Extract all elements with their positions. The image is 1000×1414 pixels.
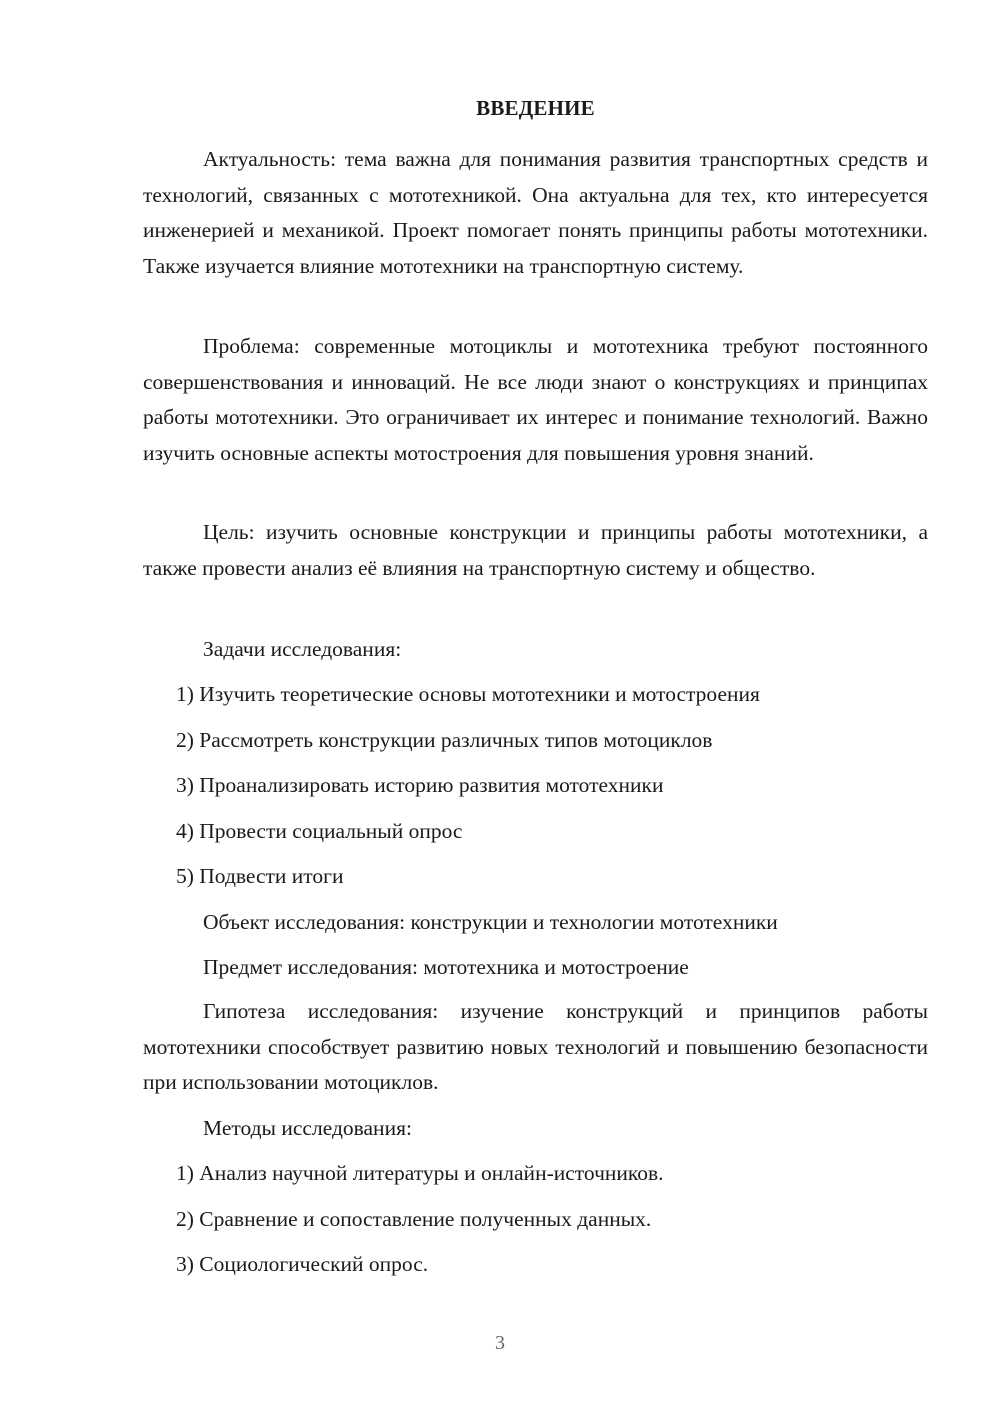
task-item-5: 5) Подвести итоги [176, 864, 344, 888]
method-item-2: 2) Сравнение и сопоставление полученных данных. [176, 1207, 652, 1231]
method-item-1: 1) Анализ научной литературы и онлайн-источников. [176, 1161, 664, 1185]
problem-paragraph: Проблема: современные мотоциклы и мототехника требуют постоянного совершенствования и инноваций. Не все люди знают о конструкциях и принципах работы мототехники. Это ограничивает их интерес и понимание технологий. Важно изучить основные аспекты мотостроения для повышения уровня знаний. [143, 334, 928, 465]
relevance-paragraph: Актуальность: тема важна для понимания развития транспортных средств и технологий, связанных с мототехникой. Она актуальна для тех, кто интересуется инженерией и механикой. Проект помогает понять принципы работы мототехники. Также изучается влияние мототехники на транспортную систему. [143, 147, 928, 278]
task-item-3: 3) Проанализировать историю развития мототехники [176, 773, 664, 797]
task-item-1: 1) Изучить теоретические основы мототехники и мотостроения [176, 682, 760, 706]
research-subject: Предмет исследования: мототехника и мотостроение [203, 955, 689, 979]
tasks-heading: Задачи исследования: [203, 637, 402, 661]
task-item-2: 2) Рассмотреть конструкции различных типов мотоциклов [176, 728, 713, 752]
hypothesis-paragraph: Гипотеза исследования: изучение конструкций и принципов работы мототехники способствует развитию новых технологий и повышению безопасности при использовании мотоциклов. [143, 999, 928, 1095]
task-item-4: 4) Провести социальный опрос [176, 819, 463, 843]
goal-paragraph: Цель: изучить основные конструкции и принципы работы мототехники, а также провести анализ её влияния на транспортную систему и общество. [143, 520, 928, 580]
page-number: 3 [495, 1332, 505, 1354]
research-object: Объект исследования: конструкции и технологии мототехники [203, 910, 778, 934]
methods-heading: Методы исследования: [203, 1116, 412, 1140]
method-item-3: 3) Социологический опрос. [176, 1252, 429, 1276]
page-title: ВВЕДЕНИЕ [476, 96, 595, 120]
